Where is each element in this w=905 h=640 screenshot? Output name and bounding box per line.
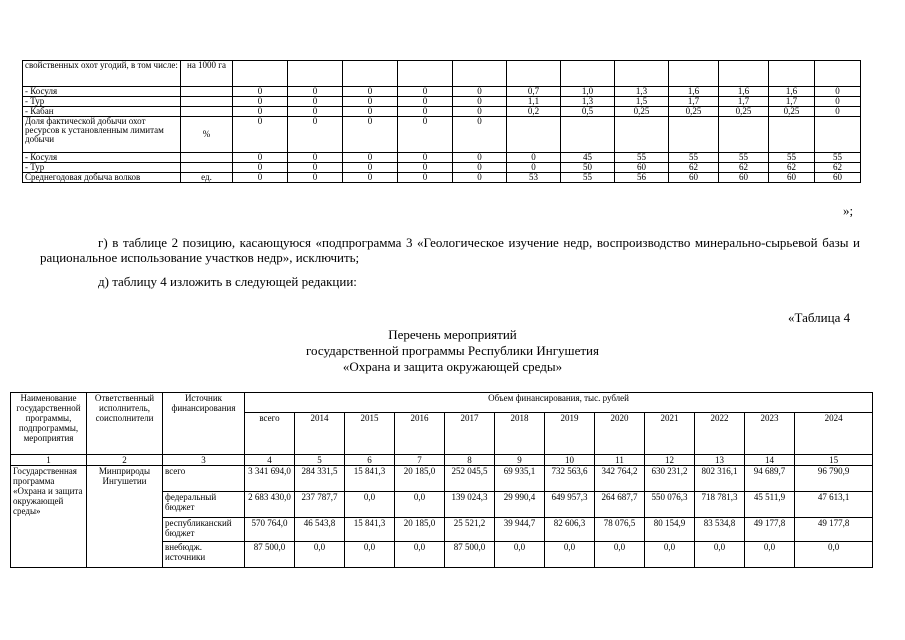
year-header: 2017 [445,413,495,455]
year-header: 2014 [295,413,345,455]
table-row: Доля фактической добычи охот ресурсов к установленным лимитам добычи % 0 0 0 0 0 [23,117,861,153]
table-row: внебюдж. источники 87 500,0 0,0 0,0 0,0 87 500,0 0,0 0,0 0,0 0,0 0,0 0,0 0,0 [11,542,873,568]
table-row: федеральный бюджет 2 683 430,0 237 787,7 0,0 0,0 139 024,3 29 990,4 649 957,3 264 687,7 550 076,3 718 781,3 45 511,9 47 613,1 [11,492,873,518]
paragraph-d: д) таблицу 4 изложить в следующей редакции: [98,274,357,289]
table-title-line3: «Охрана и защита окружающей среды» [342,359,563,374]
table-row: - Тур 0 0 0 0 0 0 50 60 62 62 62 62 [23,163,861,173]
paragraph-g: г) в таблице 2 позицию, касающуюся «подпрограмма 3 «Геологическое изучение недр, воспроизводство минерально-сырьевой базы и рациональное использование участков недр», исключить; [40,235,860,265]
source: федеральный бюджет [163,492,245,518]
closing-quote: »; [843,203,854,218]
table-row: республиканский бюджет 570 764,0 46 543,8 15 841,3 20 185,0 25 521,2 39 944,7 82 606,3 78 076,5 80 154,9 83 534,8 49 177,8 49 177,8 [11,518,873,542]
table-row: Государственная программа «Охрана и защита окружающей среды» Минприроды Ингушетии всего 3 341 694,0 284 331,5 15 841,3 20 185,0 252 045,5 69 935,1 732 563,6 342 764,2 630 231,2 802 316,1 94 689,7 96 790,9 [11,466,873,492]
table-header-row [11,393,873,413]
table-number-row: 1 2 3 4 5 6 7 8 9 10 11 12 13 14 15 [11,455,873,466]
row-name: - Тур [23,97,181,107]
year-header: 2018 [495,413,545,455]
year-header: всего [245,413,295,455]
header-name: Наименование государственной программы, подпрограммы, мероприятия [11,393,87,455]
row-name: Среднегодовая добыча волков [23,173,181,183]
table-row: - Кабан 0 0 0 0 0 0,2 0,5 0,25 0,25 0,25 0,25 0 [23,107,861,117]
measures-table [10,392,873,568]
indicators-table [22,60,861,183]
year-header: 2022 [695,413,745,455]
table-title-line2: государственной программы Республики Ингушетия [306,343,599,358]
table-row: - Тур 0 0 0 0 0 1,1 1,3 1,5 1,7 1,7 1,7 0 [23,97,861,107]
year-header: 2016 [395,413,445,455]
source: внебюдж. источники [163,542,245,568]
year-header: 2021 [645,413,695,455]
header-volume: Объем финансирования, тыс. рублей [245,393,873,413]
year-header: 2023 [745,413,795,455]
header-responsible: Ответственный исполнитель, соисполнители [87,393,163,455]
row-name: - Кабан [23,107,181,117]
year-header: 2019 [545,413,595,455]
header-source: Источник финансирования [163,393,245,455]
table-title-line1: Перечень мероприятий [388,327,517,342]
year-header: 2015 [345,413,395,455]
table-row [23,61,861,87]
table-label: «Таблица 4 [788,310,851,325]
program-name: Государственная программа «Охрана и защита окружающей среды» [11,466,87,568]
row-name: - Косуля [23,87,181,97]
row-name: свойственных охот угодий, в том числе: [23,61,181,87]
table-row: - Косуля 0 0 0 0 0 0,7 1,0 1,3 1,6 1,6 1,6 0 [23,87,861,97]
table-row: Среднегодовая добыча волков ед. 0 0 0 0 0 53 55 56 60 60 60 60 [23,173,861,183]
year-header: 2020 [595,413,645,455]
row-name: - Тур [23,163,181,173]
row-unit: на 1000 га [181,61,233,87]
row-name: - Косуля [23,153,181,163]
table-row: - Косуля 0 0 0 0 0 0 45 55 55 55 55 55 [23,153,861,163]
source: республиканский бюджет [163,518,245,542]
source: всего [163,466,245,492]
year-header: 2024 [795,413,873,455]
row-name: Доля фактической добычи охот ресурсов к установленным лимитам добычи [23,117,181,153]
responsible: Минприроды Ингушетии [87,466,163,568]
